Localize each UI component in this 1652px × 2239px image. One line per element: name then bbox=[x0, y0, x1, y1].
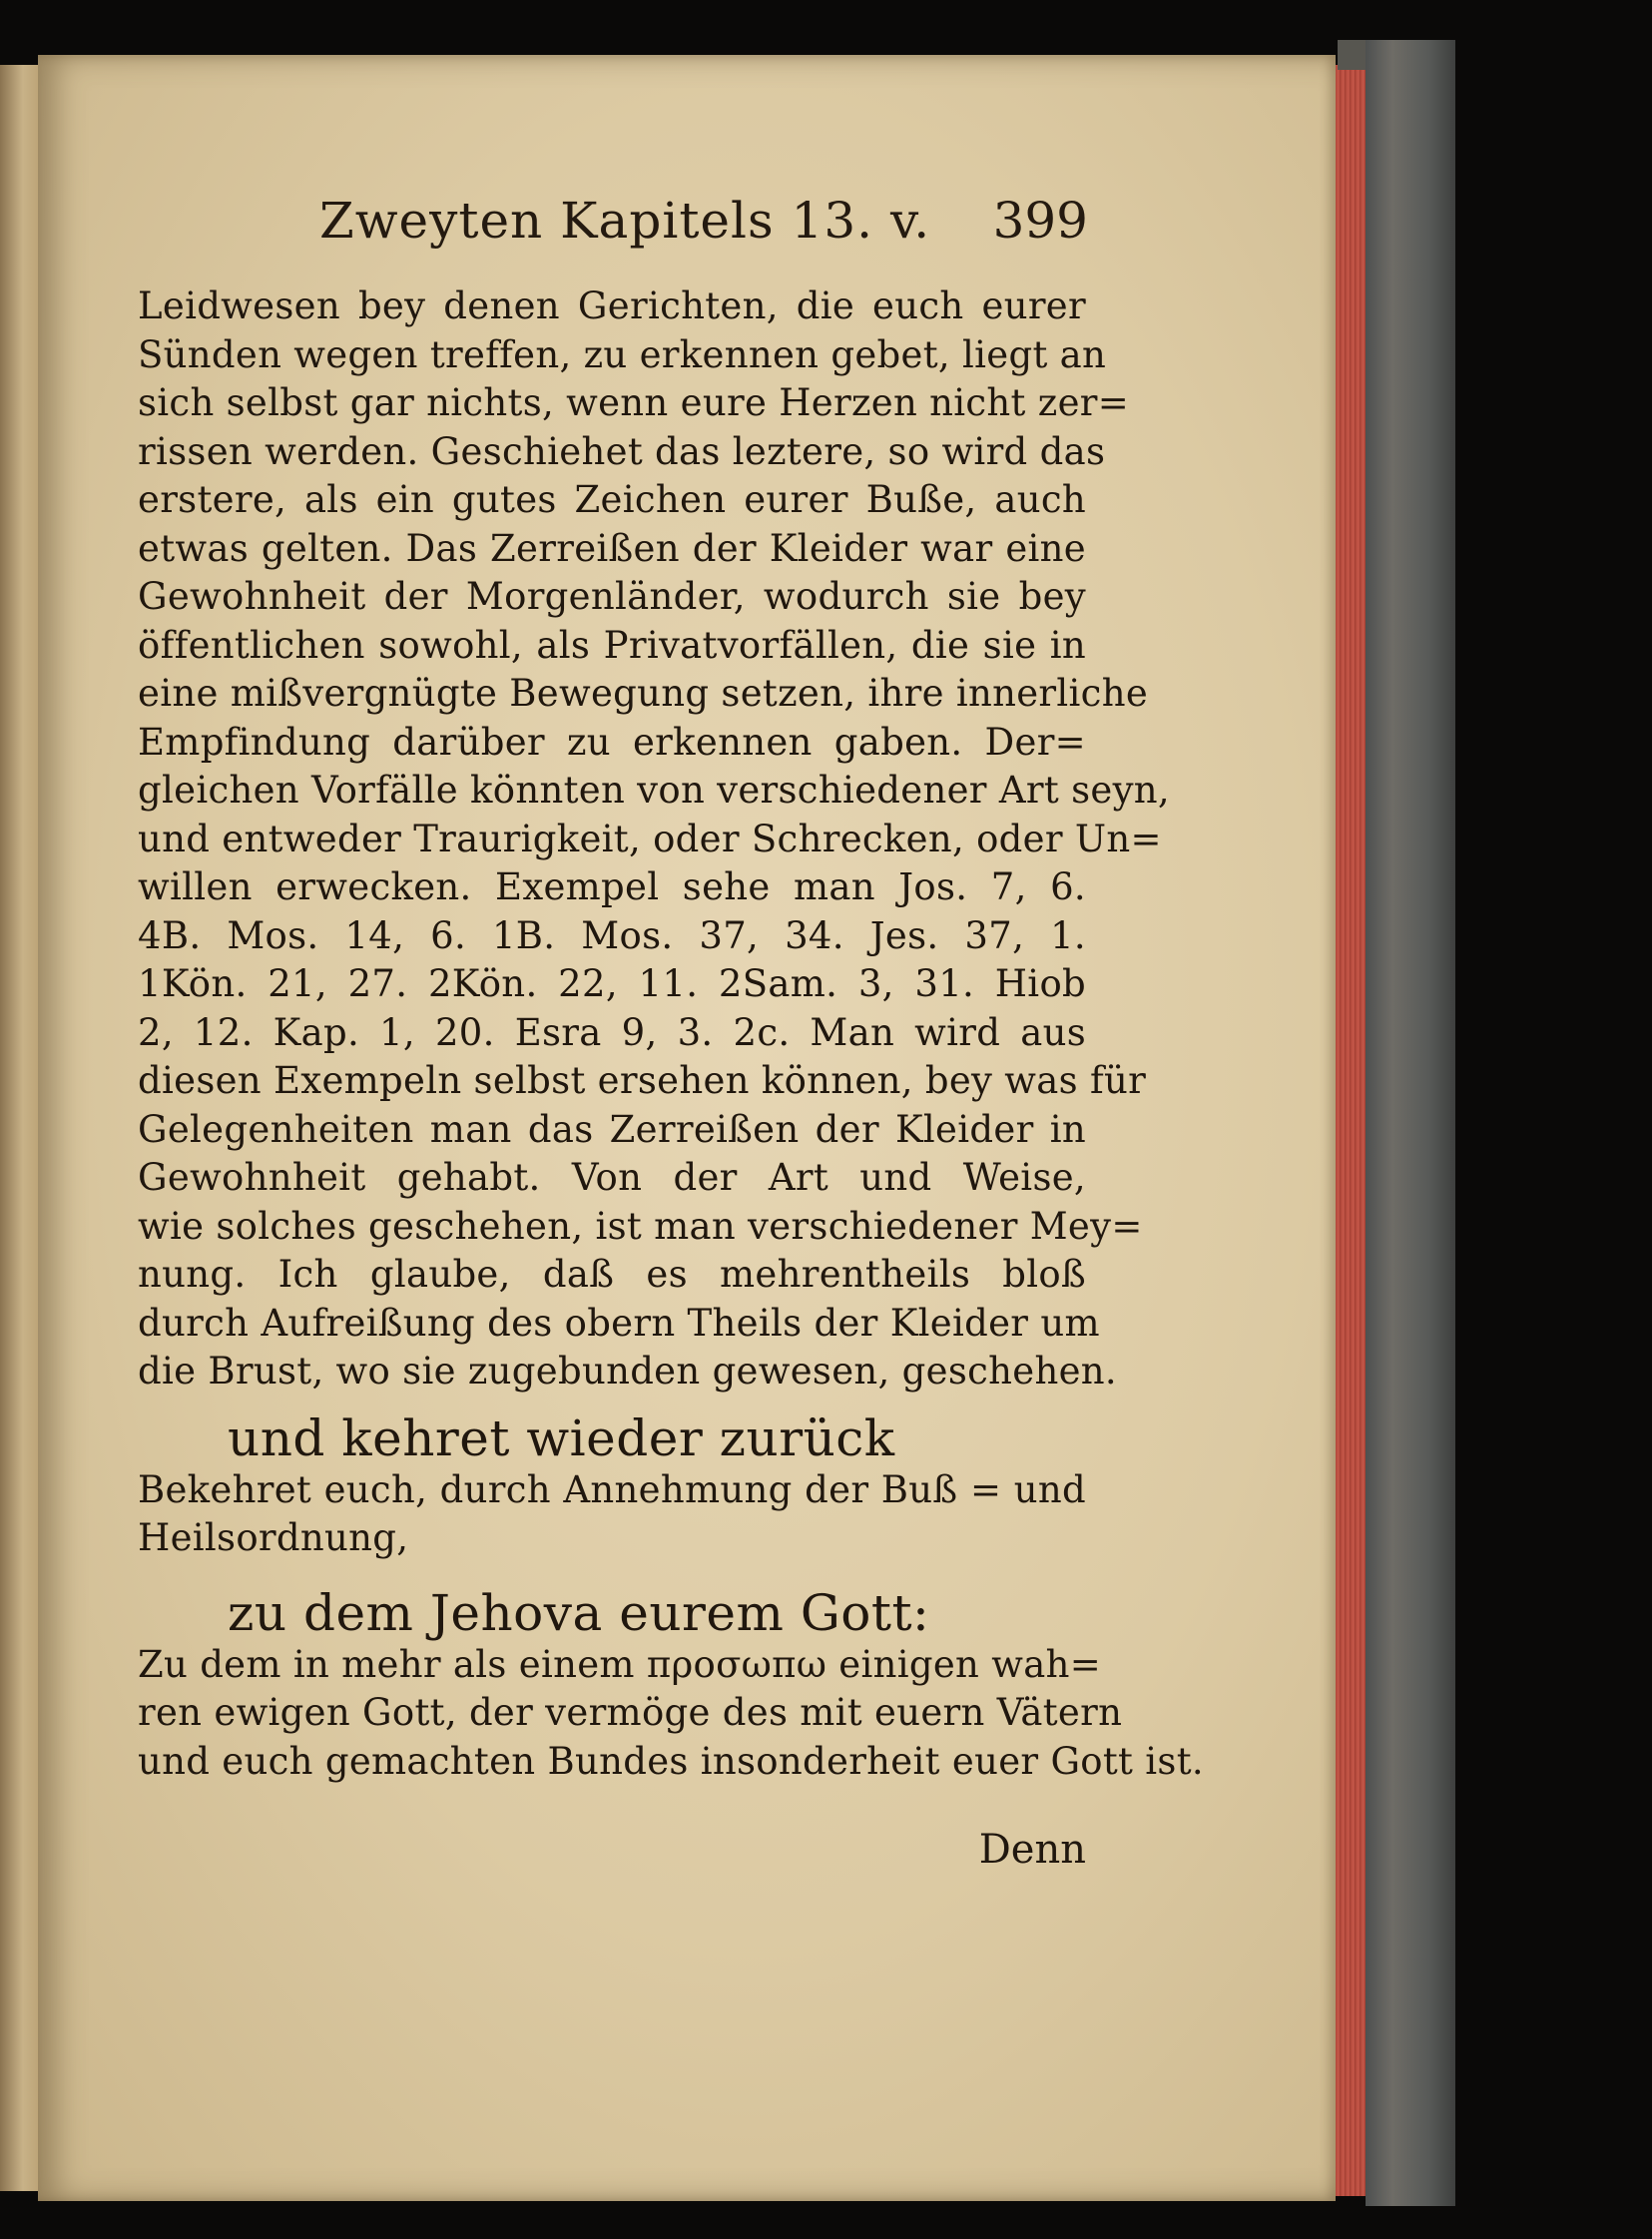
text-line: und entweder Traurigkeit, oder Schrecken, oder Un= bbox=[138, 817, 1162, 860]
text-line: etwas gelten. Das Zerreißen der Kleider war eine bbox=[138, 526, 1086, 570]
text-line: nung. Ich glaube, daß es mehrentheils bloß bbox=[138, 1253, 1086, 1296]
text-line: Leidwesen bey denen Gerichten, die euch eurer bbox=[138, 284, 1086, 327]
text-line: Gelegenheiten man das Zerreißen der Kleider in bbox=[138, 1107, 1086, 1151]
text-line: rissen werden. Geschiehet das leztere, so wird das bbox=[138, 429, 1106, 473]
text-line: Sünden wegen treffen, zu erkennen gebet, liegt an bbox=[138, 332, 1107, 376]
text-line: Bekehret euch, durch Annehmung der Buß = und bbox=[138, 1467, 1086, 1511]
text-line: willen erwecken. Exempel sehe man Jos. 7, 6. bbox=[138, 865, 1086, 908]
text-line: eine mißvergnügte Bewegung setzen, ihre innerliche bbox=[138, 672, 1149, 715]
page-number: 399 bbox=[992, 192, 1088, 250]
catchword: Denn bbox=[978, 1827, 1086, 1873]
text-line: ren ewigen Gott, der vermöge des mit euern Vätern bbox=[138, 1691, 1123, 1734]
book-cover bbox=[1366, 40, 1455, 2206]
paragraph-gloss bbox=[138, 1641, 1204, 1787]
paragraph-gloss bbox=[138, 1466, 1086, 1563]
text-line: und euch gemachten Bundes insonderheit euer Gott ist. bbox=[138, 1739, 1204, 1783]
paragraph-commentary bbox=[138, 282, 1170, 1397]
previous-page-edge bbox=[0, 65, 40, 2191]
text-line: Empfindung darüber zu erkennen gaben. Der= bbox=[138, 720, 1086, 764]
running-head: Zweyten Kapitels 13. v. bbox=[319, 192, 931, 250]
text-line: die Brust, wo sie zugebunden gewesen, geschehen. bbox=[138, 1350, 1117, 1393]
text-line: 4B. Mos. 14, 6. 1B. Mos. 37, 34. Jes. 37, 1. bbox=[138, 913, 1086, 957]
text-line: Gewohnheit der Morgenländer, wodurch sie bey bbox=[138, 575, 1086, 618]
text-line: Gewohnheit gehabt. Von der Art und Weise, bbox=[138, 1156, 1086, 1199]
text-line: sich selbst gar nichts, wenn eure Herzen nicht zer= bbox=[138, 381, 1130, 424]
text-line: wie solches geschehen, ist man verschiedener Mey= bbox=[138, 1204, 1143, 1248]
text-line: diesen Exempeln selbst ersehen können, bey was für bbox=[138, 1059, 1147, 1102]
text-line: 2, 12. Kap. 1, 20. Esra 9, 3. 2c. Man wird aus bbox=[138, 1010, 1086, 1054]
text-line: Zu dem in mehr als einem προσωπω einigen wah= bbox=[138, 1642, 1102, 1686]
scripture-lemma-heading: zu dem Jehova eurem Gott: bbox=[228, 1583, 930, 1642]
red-page-edges bbox=[1336, 65, 1366, 2196]
text-line: Heilsordnung, bbox=[138, 1516, 409, 1559]
page-header bbox=[319, 170, 1088, 250]
scripture-lemma-heading: und kehret wieder zurück bbox=[228, 1408, 895, 1467]
text-line: öffentlichen sowohl, als Privatvorfällen, die sie in bbox=[138, 623, 1086, 667]
text-line: gleichen Vorfälle könnten von verschiedener Art seyn, bbox=[138, 769, 1170, 812]
text-line: durch Aufreißung des obern Theils der Kleider um bbox=[138, 1301, 1100, 1345]
text-line: erstere, als ein gutes Zeichen eurer Buße, auch bbox=[138, 478, 1086, 521]
text-line: 1Kön. 21, 27. 2Kön. 22, 11. 2Sam. 3, 31. Hiob bbox=[138, 962, 1086, 1005]
page-text bbox=[138, 282, 1204, 1786]
